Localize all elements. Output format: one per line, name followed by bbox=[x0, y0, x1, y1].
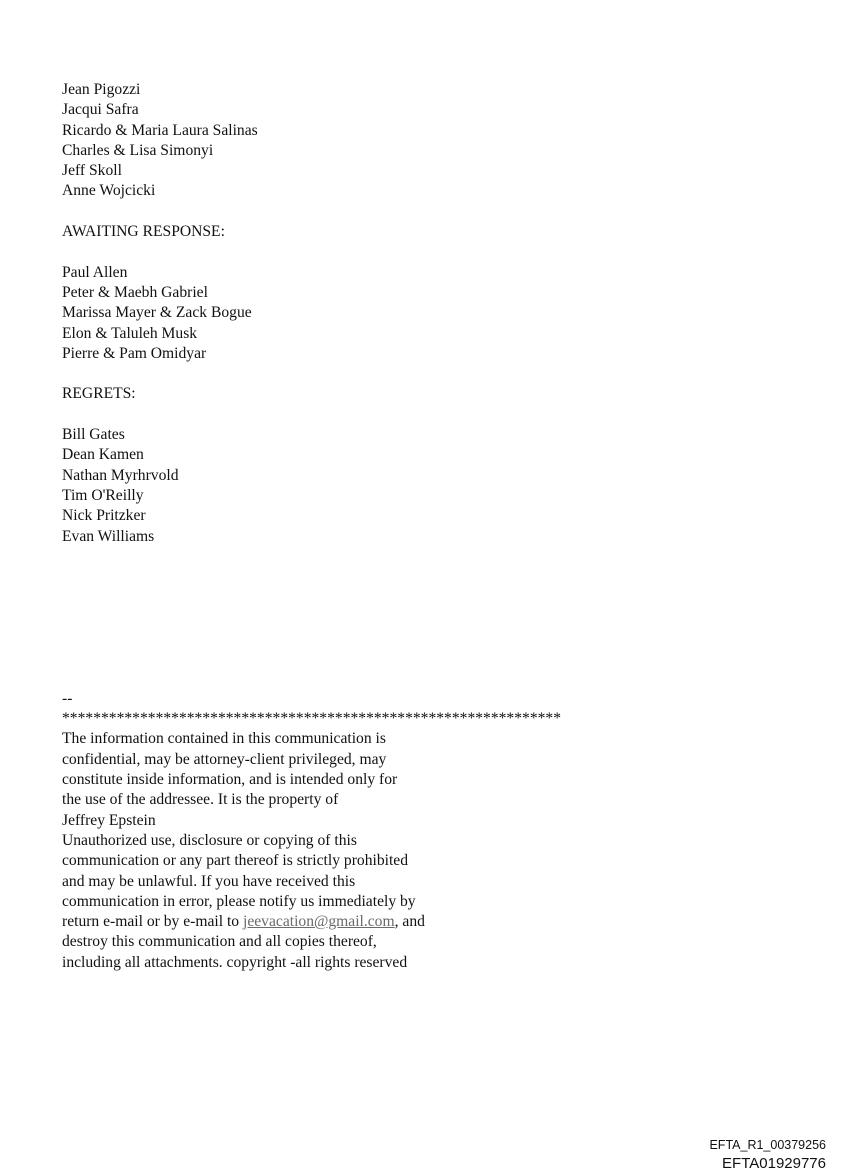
list-item: Nathan Myrhrvold bbox=[62, 466, 179, 484]
regrets-heading: REGRETS: bbox=[62, 385, 136, 403]
list-item: Jean Pigozzi bbox=[62, 81, 141, 98]
notice-line-with-email bbox=[62, 912, 622, 932]
notice-line: constitute inside information, and is intended only for bbox=[62, 771, 398, 789]
list-item: Pierre & Pam Omidyar bbox=[62, 344, 207, 362]
notice-line: communication or any part thereof is strictly prohibited bbox=[62, 852, 409, 870]
list-item: Bill Gates bbox=[62, 426, 125, 444]
return-prefix: return e-mail or by e-mail to bbox=[62, 913, 243, 931]
notice-line: The information contained in this communication is bbox=[62, 730, 386, 748]
list-item: Ricardo & Maria Laura Salinas bbox=[62, 121, 258, 139]
notice-line: the use of the addressee. It is the property of bbox=[62, 791, 339, 809]
list-item: Jacqui Safra bbox=[62, 101, 139, 119]
notice-line: Jeffrey Epstein bbox=[62, 811, 156, 829]
list-item: Jeff Skoll bbox=[62, 162, 122, 180]
notice-line: confidential, may be attorney-client privileged, may bbox=[62, 750, 387, 768]
notice-line: and may be unlawful. If you have received this bbox=[62, 872, 356, 890]
list-item: Dean Kamen bbox=[62, 446, 144, 464]
list-item: Nick Pritzker bbox=[62, 507, 146, 525]
regrets-list bbox=[62, 425, 622, 547]
signature-separator: -- bbox=[62, 689, 73, 707]
bates-number-primary: EFTA_R1_00379256 bbox=[709, 1138, 826, 1152]
awaiting-heading: AWAITING RESPONSE: bbox=[62, 223, 225, 241]
confidentiality-notice bbox=[62, 729, 622, 973]
bates-number-secondary: EFTA01929776 bbox=[722, 1155, 826, 1172]
notice-line: destroy this communication and all copies thereof, bbox=[62, 933, 377, 951]
list-item: Charles & Lisa Simonyi bbox=[62, 141, 214, 159]
return-suffix: , and bbox=[394, 913, 425, 931]
list-item: Marissa Mayer & Zack Bogue bbox=[62, 304, 252, 322]
list-item: Evan Williams bbox=[62, 527, 155, 545]
list-item: Tim O'Reilly bbox=[62, 486, 144, 504]
email-link[interactable]: jeevacation@gmail.com bbox=[243, 913, 395, 931]
list-item: Anne Wojcicki bbox=[62, 182, 156, 200]
notice-line: communication in error, please notify us immediately by bbox=[62, 892, 416, 910]
email-signature bbox=[62, 689, 622, 973]
list-item: Paul Allen bbox=[62, 263, 128, 281]
signature-stars: **************************************************************** bbox=[62, 710, 561, 728]
accepted-list bbox=[62, 80, 622, 202]
notice-line: Unauthorized use, disclosure or copying of this bbox=[62, 831, 357, 849]
awaiting-list bbox=[62, 263, 622, 364]
notice-line: including all attachments. copyright -all rights reserved bbox=[62, 953, 408, 971]
list-item: Peter & Maebh Gabriel bbox=[62, 283, 208, 301]
document-body bbox=[62, 80, 622, 973]
list-item: Elon & Taluleh Musk bbox=[62, 324, 198, 342]
